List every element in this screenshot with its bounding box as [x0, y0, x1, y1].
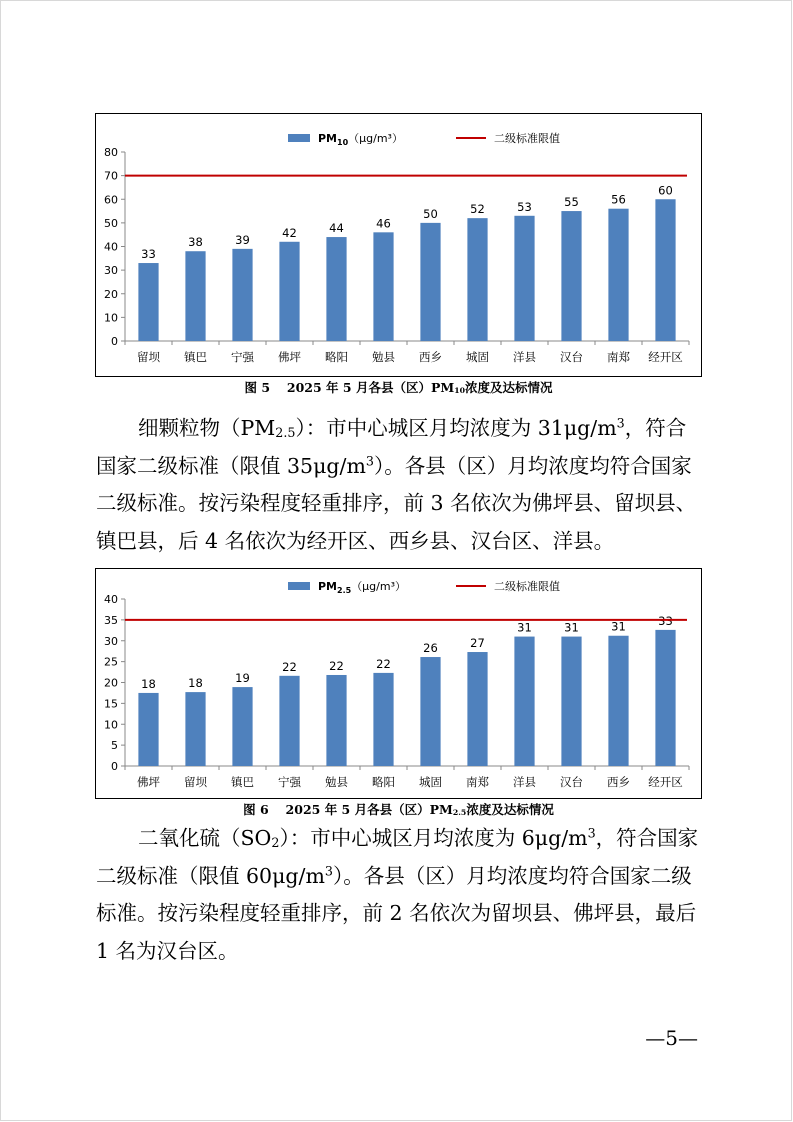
bar — [514, 637, 534, 766]
legend-label-series: $PM_{10}(\mu g/m^3)$ — [318, 132, 403, 147]
data-label: 18 — [188, 676, 203, 691]
y-tick-label: 35 — [104, 613, 118, 627]
bar — [608, 636, 628, 766]
caption-text: 图 5 2025 年 5 月各县（区）PM — [244, 380, 455, 395]
data-label: 31 — [517, 620, 532, 635]
category-label: 经开区 — [648, 775, 683, 789]
data-label: 44 — [329, 221, 344, 236]
data-label: 39 — [235, 232, 250, 247]
category-label: 佛坪 — [278, 350, 301, 364]
caption-subscript: 10 — [454, 386, 465, 396]
so2-paragraph: 二氧化硫$(SO_2)$：市中心城区月均浓度为 $6\mu g/m^3$，符合国家二级标准（限值 $60\mu g/m^3$）。各县（区）月均浓度均符合国家二级标准。按污染程度轻重排序，前 2 名依次为留坝县、佛坪县，最后 1 名为汉台区。 — [96, 825, 699, 963]
bar — [373, 673, 393, 766]
legend-swatch-bar — [288, 134, 310, 142]
data-label: 42 — [282, 225, 297, 240]
y-tick-label: 20 — [104, 287, 118, 301]
caption-text: 浓度及达标情况 — [466, 802, 554, 817]
bar — [561, 637, 581, 766]
data-label: 27 — [470, 636, 485, 651]
data-label: 18 — [141, 676, 156, 691]
y-tick-label: 10 — [104, 718, 118, 732]
data-label: 19 — [235, 671, 250, 686]
bar — [608, 209, 628, 341]
data-label: 55 — [564, 195, 579, 210]
bar — [655, 199, 675, 341]
caption-text: 图 6 2025 年 5 月各县（区）PM — [243, 802, 453, 817]
bar — [467, 652, 487, 766]
y-tick-label: 5 — [111, 739, 118, 753]
category-label: 宁强 — [231, 350, 254, 364]
category-label: 南郑 — [466, 775, 489, 789]
bar — [655, 630, 675, 766]
y-tick-label: 20 — [104, 676, 118, 690]
category-label: 略阳 — [372, 775, 395, 789]
y-tick-label: 0 — [111, 335, 118, 348]
bar — [279, 242, 299, 341]
legend-label-standard: 二级标准限值 — [494, 580, 560, 593]
pm25-paragraph: 细颗粒物$(PM_{2.5})$：市中心城区月均浓度为 $31\mu g/m^3$，符合国家二级标准（限值 $35\mu g/m^3$）。各县（区）月均浓度均符合国家二级标准。按污染程度轻重排序，前 3 名依次为佛坪县、留坝县、镇巴县，后 4 名依次为经开区、西乡县、汉台区、洋县。 — [96, 415, 697, 553]
data-label: 53 — [517, 199, 532, 214]
bar — [232, 687, 252, 766]
data-label: 22 — [282, 659, 297, 674]
bar — [467, 218, 487, 341]
data-label: 46 — [376, 216, 391, 231]
bar — [138, 263, 158, 341]
bar — [373, 232, 393, 341]
figure-5-caption — [95, 378, 702, 396]
bar — [279, 676, 299, 766]
category-label: 汉台 — [560, 775, 583, 789]
bar — [420, 657, 440, 766]
y-tick-label: 30 — [104, 634, 118, 648]
bar — [326, 237, 346, 341]
bar — [232, 249, 252, 341]
legend-label-standard: 二级标准限值 — [494, 132, 560, 145]
data-label: 33 — [141, 247, 156, 262]
y-tick-label: 25 — [104, 655, 118, 669]
y-tick-label: 80 — [104, 146, 118, 159]
bar — [185, 251, 205, 341]
category-label: 略阳 — [325, 350, 348, 364]
category-label: 佛坪 — [137, 775, 160, 789]
y-tick-label: 0 — [111, 760, 118, 773]
pm25-chart-svg — [96, 569, 701, 798]
category-label: 城固 — [419, 775, 442, 789]
data-label: 22 — [329, 658, 344, 673]
y-tick-label: 10 — [104, 311, 118, 325]
legend-swatch-bar — [288, 582, 310, 590]
data-label: 33 — [658, 613, 673, 628]
data-label: 31 — [611, 619, 626, 634]
bar — [185, 692, 205, 766]
data-label: 56 — [611, 192, 626, 207]
pm10-chart — [95, 113, 702, 377]
y-tick-label: 40 — [104, 240, 118, 254]
category-label: 洋县 — [513, 350, 536, 364]
data-label: 52 — [470, 202, 485, 217]
category-label: 勉县 — [325, 775, 348, 789]
bar — [138, 693, 158, 766]
data-label: 50 — [423, 206, 438, 221]
legend-label-series: $PM_{2.5}(\mu g/m^3)$ — [318, 580, 406, 595]
category-label: 经开区 — [648, 350, 683, 364]
category-label: 宁强 — [278, 775, 301, 789]
category-label: 洋县 — [513, 775, 536, 789]
y-tick-label: 15 — [104, 697, 118, 711]
category-label: 镇巴 — [184, 350, 207, 364]
page-number: —5— — [645, 1026, 698, 1050]
data-label: 22 — [376, 656, 391, 671]
data-label: 26 — [423, 641, 438, 656]
data-label: 60 — [658, 183, 673, 198]
category-label: 西乡 — [607, 775, 630, 789]
category-label: 城固 — [466, 350, 489, 364]
caption-subscript: 2.5 — [452, 808, 467, 818]
bar — [326, 675, 346, 766]
bar — [514, 216, 534, 341]
y-tick-label: 60 — [104, 193, 118, 207]
y-tick-label: 70 — [104, 169, 118, 183]
pm25-chart — [95, 568, 702, 799]
category-label: 镇巴 — [231, 775, 254, 789]
category-label: 南郑 — [607, 350, 630, 364]
data-label: 31 — [564, 620, 579, 635]
data-label: 38 — [188, 235, 203, 250]
y-tick-label: 30 — [104, 264, 118, 278]
bar — [420, 223, 440, 341]
category-label: 留坝 — [184, 775, 207, 789]
y-tick-label: 40 — [104, 593, 118, 606]
bar — [561, 211, 581, 341]
y-tick-label: 50 — [104, 216, 118, 230]
category-label: 汉台 — [560, 350, 583, 364]
pm10-chart-svg — [96, 114, 701, 376]
category-label: 勉县 — [372, 350, 395, 364]
category-label: 留坝 — [137, 350, 160, 364]
category-label: 西乡 — [419, 350, 442, 364]
caption-text: 浓度及达标情况 — [464, 380, 553, 395]
figure-6-caption — [95, 800, 702, 818]
